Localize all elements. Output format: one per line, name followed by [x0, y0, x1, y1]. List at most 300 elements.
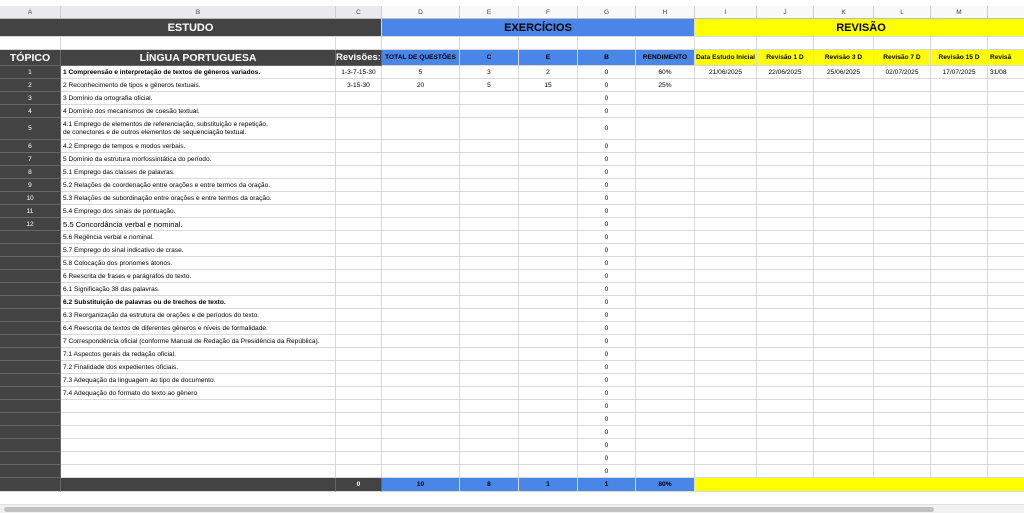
revisao-3d-cell[interactable] — [814, 231, 874, 244]
data-estudo-cell[interactable] — [695, 118, 757, 140]
revisao-7d-cell[interactable] — [874, 118, 931, 140]
revisao-7d-cell[interactable] — [874, 218, 931, 231]
b-cell[interactable]: 0 — [578, 205, 636, 218]
revisao-7d-cell[interactable] — [874, 387, 931, 400]
data-estudo-cell[interactable] — [695, 270, 757, 283]
revisoes-cell[interactable] — [336, 192, 382, 205]
revisoes-cell[interactable] — [336, 166, 382, 179]
revisao-3d-cell[interactable] — [814, 192, 874, 205]
total-questoes-cell[interactable] — [382, 92, 460, 105]
total-questoes-cell[interactable] — [382, 118, 460, 140]
e-cell[interactable] — [519, 335, 578, 348]
revisoes-cell[interactable] — [336, 348, 382, 361]
revisoes-cell[interactable] — [336, 309, 382, 322]
revisao-30d-cell[interactable] — [988, 92, 1024, 105]
revisao-15d-cell[interactable]: 17/07/2025 — [931, 66, 988, 79]
revisao-15d-cell[interactable] — [931, 118, 988, 140]
c-cell[interactable]: 5 — [460, 79, 519, 92]
rendimento-cell[interactable] — [636, 92, 695, 105]
total-questoes-cell[interactable] — [382, 296, 460, 309]
revisao-1d-cell[interactable] — [757, 179, 814, 192]
band-exercicios[interactable]: EXERCÍCIOS — [382, 19, 695, 37]
e-cell[interactable] — [519, 413, 578, 426]
header-revisao-3d[interactable]: Revisão 3 D — [814, 50, 874, 66]
c-cell[interactable] — [460, 452, 519, 465]
column-header-f[interactable]: F — [519, 6, 578, 19]
total-questoes-cell[interactable] — [382, 413, 460, 426]
revisoes-cell[interactable] — [336, 374, 382, 387]
revisoes-cell[interactable] — [336, 231, 382, 244]
revisao-3d-cell[interactable] — [814, 465, 874, 478]
revisao-15d-cell[interactable] — [931, 439, 988, 452]
total-questoes-cell[interactable] — [382, 361, 460, 374]
revisao-1d-cell[interactable] — [757, 361, 814, 374]
revisao-30d-cell[interactable] — [988, 296, 1024, 309]
revisoes-cell[interactable] — [336, 105, 382, 118]
header-revisoes[interactable]: Revisões: — [336, 50, 382, 66]
revisao-30d-cell[interactable] — [988, 348, 1024, 361]
revisao-7d-cell[interactable] — [874, 179, 931, 192]
rendimento-cell[interactable] — [636, 140, 695, 153]
topic-number-cell[interactable] — [0, 257, 61, 270]
revisao-1d-cell[interactable] — [757, 322, 814, 335]
revisoes-cell[interactable]: 1-3-7-15-30 — [336, 66, 382, 79]
topic-text-cell[interactable]: 5.5 Concordância verbal e nominal. — [61, 218, 336, 231]
topic-number-cell[interactable] — [0, 322, 61, 335]
rendimento-cell[interactable] — [636, 361, 695, 374]
revisao-1d-cell[interactable] — [757, 105, 814, 118]
revisoes-cell[interactable] — [336, 465, 382, 478]
revisao-15d-cell[interactable] — [931, 413, 988, 426]
c-cell[interactable] — [460, 335, 519, 348]
topic-text-cell[interactable]: 7.3 Adequação da linguagem ao tipo de documento. — [61, 374, 336, 387]
total-label-cell[interactable] — [61, 478, 336, 492]
e-cell[interactable] — [519, 257, 578, 270]
b-cell[interactable]: 0 — [578, 296, 636, 309]
column-header-m[interactable]: M — [931, 6, 988, 19]
total-questoes-cell[interactable] — [382, 452, 460, 465]
revisao-3d-cell[interactable] — [814, 335, 874, 348]
revisao-7d-cell[interactable] — [874, 465, 931, 478]
b-cell[interactable]: 0 — [578, 153, 636, 166]
column-header-k[interactable]: K — [814, 6, 874, 19]
column-header-l[interactable]: L — [874, 6, 931, 19]
revisao-15d-cell[interactable] — [931, 309, 988, 322]
revisoes-cell[interactable] — [336, 426, 382, 439]
revisao-3d-cell[interactable] — [814, 322, 874, 335]
revisao-15d-cell[interactable] — [931, 322, 988, 335]
rendimento-cell[interactable] — [636, 118, 695, 140]
revisao-30d-cell[interactable] — [988, 374, 1024, 387]
header-data-estudo-inicial[interactable]: Data Estudo Inicial — [695, 50, 757, 66]
revisao-7d-cell[interactable] — [874, 92, 931, 105]
rendimento-cell[interactable] — [636, 439, 695, 452]
rendimento-cell[interactable] — [636, 322, 695, 335]
header-revisao-1d[interactable]: Revisão 1 D — [757, 50, 814, 66]
e-cell[interactable] — [519, 465, 578, 478]
topic-number-cell[interactable] — [0, 283, 61, 296]
rendimento-cell[interactable] — [636, 387, 695, 400]
revisoes-cell[interactable] — [336, 322, 382, 335]
topic-text-cell[interactable] — [61, 118, 336, 140]
data-estudo-cell[interactable] — [695, 426, 757, 439]
revisao-30d-cell[interactable] — [988, 413, 1024, 426]
revisao-7d-cell[interactable] — [874, 439, 931, 452]
topic-text-cell[interactable]: 6.1 Significação 38 das palavras. — [61, 283, 336, 296]
revisao-30d-cell[interactable]: 31/08 — [988, 66, 1024, 79]
total-questoes-cell[interactable] — [382, 283, 460, 296]
rendimento-cell[interactable] — [636, 348, 695, 361]
revisao-15d-cell[interactable] — [931, 374, 988, 387]
blank-cell[interactable] — [61, 37, 336, 50]
revisao-15d-cell[interactable] — [931, 296, 988, 309]
topic-text-cell[interactable]: 5.6 Regência verbal e nominal. — [61, 231, 336, 244]
revisao-3d-cell[interactable] — [814, 118, 874, 140]
revisoes-cell[interactable] — [336, 92, 382, 105]
revisao-3d-cell[interactable] — [814, 140, 874, 153]
topic-text-cell[interactable]: 6 Reescrita de frases e parágrafos do texto. — [61, 270, 336, 283]
revisao-1d-cell[interactable] — [757, 270, 814, 283]
column-header-j[interactable]: J — [757, 6, 814, 19]
revisao-7d-cell[interactable] — [874, 79, 931, 92]
total-questoes[interactable]: 10 — [382, 478, 460, 492]
b-cell[interactable]: 0 — [578, 439, 636, 452]
topic-number-cell[interactable]: 2 — [0, 79, 61, 92]
revisao-7d-cell[interactable] — [874, 105, 931, 118]
data-estudo-cell[interactable] — [695, 361, 757, 374]
revisao-7d-cell[interactable]: 02/07/2025 — [874, 66, 931, 79]
rendimento-cell[interactable] — [636, 283, 695, 296]
revisao-30d-cell[interactable] — [988, 140, 1024, 153]
b-cell[interactable]: 0 — [578, 192, 636, 205]
revisao-15d-cell[interactable] — [931, 192, 988, 205]
topic-number-cell[interactable]: 1 — [0, 66, 61, 79]
topic-number-cell[interactable] — [0, 231, 61, 244]
revisoes-cell[interactable] — [336, 413, 382, 426]
blank-cell[interactable] — [988, 37, 1024, 50]
topic-text-cell[interactable]: 5.2 Relações de coordenação entre orações e entre termos da oração. — [61, 179, 336, 192]
revisao-15d-cell[interactable] — [931, 179, 988, 192]
data-estudo-cell[interactable] — [695, 452, 757, 465]
revisao-15d-cell[interactable] — [931, 400, 988, 413]
c-cell[interactable] — [460, 140, 519, 153]
revisoes-cell[interactable] — [336, 452, 382, 465]
total-questoes-cell[interactable] — [382, 465, 460, 478]
revisao-30d-cell[interactable] — [988, 153, 1024, 166]
topic-number-cell[interactable] — [0, 439, 61, 452]
b-cell[interactable]: 0 — [578, 387, 636, 400]
c-cell[interactable] — [460, 465, 519, 478]
topic-text-cell[interactable]: 5 Domínio da estrutura morfossintática do período. — [61, 153, 336, 166]
data-estudo-cell[interactable] — [695, 283, 757, 296]
b-cell[interactable]: 0 — [578, 92, 636, 105]
rendimento-cell[interactable] — [636, 413, 695, 426]
rendimento-cell[interactable] — [636, 296, 695, 309]
e-cell[interactable] — [519, 153, 578, 166]
topic-number-cell[interactable] — [0, 244, 61, 257]
c-cell[interactable] — [460, 400, 519, 413]
revisoes-cell[interactable]: 3-15-30 — [336, 79, 382, 92]
b-cell[interactable]: 0 — [578, 283, 636, 296]
c-cell[interactable] — [460, 374, 519, 387]
topic-number-cell[interactable]: 3 — [0, 92, 61, 105]
revisao-1d-cell[interactable] — [757, 283, 814, 296]
revisao-30d-cell[interactable] — [988, 218, 1024, 231]
total-c[interactable]: 8 — [460, 478, 519, 492]
total-questoes-cell[interactable] — [382, 105, 460, 118]
revisoes-cell[interactable] — [336, 439, 382, 452]
e-cell[interactable] — [519, 283, 578, 296]
revisao-1d-cell[interactable]: 22/06/2025 — [757, 66, 814, 79]
revisao-15d-cell[interactable] — [931, 283, 988, 296]
revisao-7d-cell[interactable] — [874, 335, 931, 348]
header-e[interactable]: E — [519, 50, 578, 66]
revisao-1d-cell[interactable] — [757, 374, 814, 387]
revisao-30d-cell[interactable] — [988, 387, 1024, 400]
revisao-15d-cell[interactable] — [931, 92, 988, 105]
topic-number-cell[interactable] — [0, 348, 61, 361]
revisao-15d-cell[interactable] — [931, 79, 988, 92]
revisao-1d-cell[interactable] — [757, 387, 814, 400]
column-header-b[interactable]: B — [61, 6, 336, 19]
revisao-1d-cell[interactable] — [757, 79, 814, 92]
data-estudo-cell[interactable] — [695, 387, 757, 400]
e-cell[interactable] — [519, 439, 578, 452]
revisoes-cell[interactable] — [336, 140, 382, 153]
column-header-g[interactable]: G — [578, 6, 636, 19]
c-cell[interactable] — [460, 413, 519, 426]
b-cell[interactable]: 0 — [578, 218, 636, 231]
revisao-7d-cell[interactable] — [874, 400, 931, 413]
revisao-30d-cell[interactable] — [988, 322, 1024, 335]
header-lingua-portuguesa[interactable]: LÍNGUA PORTUGUESA — [61, 50, 336, 66]
revisoes-cell[interactable] — [336, 387, 382, 400]
column-header-i[interactable]: I — [695, 6, 757, 19]
e-cell[interactable] — [519, 426, 578, 439]
revisao-15d-cell[interactable] — [931, 140, 988, 153]
e-cell[interactable] — [519, 166, 578, 179]
revisoes-cell[interactable] — [336, 153, 382, 166]
c-cell[interactable] — [460, 322, 519, 335]
topic-number-cell[interactable]: 11 — [0, 205, 61, 218]
revisao-30d-cell[interactable] — [988, 205, 1024, 218]
data-estudo-cell[interactable] — [695, 140, 757, 153]
e-cell[interactable] — [519, 322, 578, 335]
revisao-1d-cell[interactable] — [757, 452, 814, 465]
revisao-3d-cell[interactable] — [814, 348, 874, 361]
revisao-1d-cell[interactable] — [757, 118, 814, 140]
c-cell[interactable] — [460, 118, 519, 140]
b-cell[interactable]: 0 — [578, 79, 636, 92]
e-cell[interactable] — [519, 244, 578, 257]
revisao-7d-cell[interactable] — [874, 192, 931, 205]
total-b[interactable]: 1 — [578, 478, 636, 492]
revisao-15d-cell[interactable] — [931, 426, 988, 439]
header-c[interactable]: C — [460, 50, 519, 66]
rendimento-cell[interactable] — [636, 153, 695, 166]
total-questoes-cell[interactable] — [382, 244, 460, 257]
revisao-1d-cell[interactable] — [757, 205, 814, 218]
revisao-15d-cell[interactable] — [931, 270, 988, 283]
data-estudo-cell[interactable]: 21/06/2025 — [695, 66, 757, 79]
revisao-7d-cell[interactable] — [874, 205, 931, 218]
revisao-3d-cell[interactable] — [814, 387, 874, 400]
revisao-7d-cell[interactable] — [874, 257, 931, 270]
c-cell[interactable] — [460, 192, 519, 205]
rendimento-cell[interactable] — [636, 218, 695, 231]
topic-text-cell[interactable] — [61, 400, 336, 413]
rendimento-cell[interactable] — [636, 192, 695, 205]
total-questoes-cell[interactable] — [382, 179, 460, 192]
revisao-1d-cell[interactable] — [757, 439, 814, 452]
revisao-3d-cell[interactable] — [814, 309, 874, 322]
total-questoes-cell[interactable] — [382, 400, 460, 413]
e-cell[interactable] — [519, 270, 578, 283]
revisao-7d-cell[interactable] — [874, 296, 931, 309]
revisao-3d-cell[interactable]: 25/06/2025 — [814, 66, 874, 79]
total-questoes-cell[interactable] — [382, 231, 460, 244]
b-cell[interactable]: 0 — [578, 322, 636, 335]
topic-text-cell[interactable] — [61, 426, 336, 439]
revisao-3d-cell[interactable] — [814, 153, 874, 166]
revisao-15d-cell[interactable] — [931, 166, 988, 179]
c-cell[interactable] — [460, 179, 519, 192]
revisao-3d-cell[interactable] — [814, 452, 874, 465]
revisao-3d-cell[interactable] — [814, 205, 874, 218]
header-topico[interactable]: TÓPICO — [0, 50, 61, 66]
revisao-15d-cell[interactable] — [931, 231, 988, 244]
topic-number-cell[interactable]: 9 — [0, 179, 61, 192]
revisao-3d-cell[interactable] — [814, 426, 874, 439]
data-estudo-cell[interactable] — [695, 92, 757, 105]
revisao-1d-cell[interactable] — [757, 153, 814, 166]
revisoes-cell[interactable] — [336, 118, 382, 140]
header-rendimento[interactable]: RENDIMENTO — [636, 50, 695, 66]
c-cell[interactable] — [460, 218, 519, 231]
total-revisoes[interactable]: 0 — [336, 478, 382, 492]
topic-text-cell[interactable]: 5.4 Emprego dos sinais de pontuação. — [61, 205, 336, 218]
revisao-30d-cell[interactable] — [988, 426, 1024, 439]
revisao-7d-cell[interactable] — [874, 452, 931, 465]
data-estudo-cell[interactable] — [695, 244, 757, 257]
revisao-7d-cell[interactable] — [874, 244, 931, 257]
header-total-questoes[interactable]: TOTAL DE QUESTÕES — [382, 50, 460, 66]
blank-cell[interactable] — [578, 37, 636, 50]
data-estudo-cell[interactable] — [695, 192, 757, 205]
revisao-30d-cell[interactable] — [988, 179, 1024, 192]
column-header-c[interactable]: C — [336, 6, 382, 19]
topic-number-cell[interactable]: 5 — [0, 118, 61, 140]
revisao-1d-cell[interactable] — [757, 244, 814, 257]
total-questoes-cell[interactable] — [382, 374, 460, 387]
revisao-3d-cell[interactable] — [814, 296, 874, 309]
blank-cell[interactable] — [519, 37, 578, 50]
e-cell[interactable]: 2 — [519, 66, 578, 79]
topic-number-cell[interactable] — [0, 361, 61, 374]
revisao-1d-cell[interactable] — [757, 140, 814, 153]
blank-cell[interactable] — [695, 37, 757, 50]
revisao-3d-cell[interactable] — [814, 166, 874, 179]
e-cell[interactable] — [519, 179, 578, 192]
total-questoes-cell[interactable] — [382, 270, 460, 283]
revisao-7d-cell[interactable] — [874, 270, 931, 283]
revisao-30d-cell[interactable] — [988, 231, 1024, 244]
b-cell[interactable]: 0 — [578, 257, 636, 270]
total-questoes-cell[interactable] — [382, 166, 460, 179]
blank-cell[interactable] — [814, 37, 874, 50]
topic-number-cell[interactable] — [0, 413, 61, 426]
rendimento-cell[interactable] — [636, 244, 695, 257]
b-cell[interactable]: 0 — [578, 66, 636, 79]
b-cell[interactable]: 0 — [578, 348, 636, 361]
header-revisao-7d[interactable]: Revisão 7 D — [874, 50, 931, 66]
topic-text-cell[interactable]: 5.3 Relações de subordinação entre orações e entre termos da oração. — [61, 192, 336, 205]
c-cell[interactable] — [460, 166, 519, 179]
revisao-3d-cell[interactable] — [814, 257, 874, 270]
e-cell[interactable] — [519, 296, 578, 309]
rendimento-cell[interactable] — [636, 452, 695, 465]
topic-text-cell[interactable] — [61, 452, 336, 465]
e-cell[interactable] — [519, 105, 578, 118]
revisao-15d-cell[interactable] — [931, 387, 988, 400]
revisao-1d-cell[interactable] — [757, 465, 814, 478]
c-cell[interactable] — [460, 244, 519, 257]
data-estudo-cell[interactable] — [695, 465, 757, 478]
topic-text-cell[interactable]: 6.2 Substituição de palavras ou de trechos de texto. — [61, 296, 336, 309]
total-revisao-band[interactable] — [695, 478, 1024, 492]
blank-cell[interactable] — [757, 37, 814, 50]
data-estudo-cell[interactable] — [695, 257, 757, 270]
rendimento-cell[interactable] — [636, 309, 695, 322]
topic-text-cell[interactable]: 5.8 Colocação dos pronomes átonos. — [61, 257, 336, 270]
e-cell[interactable] — [519, 192, 578, 205]
revisao-30d-cell[interactable] — [988, 361, 1024, 374]
revisao-3d-cell[interactable] — [814, 244, 874, 257]
rendimento-cell[interactable] — [636, 335, 695, 348]
revisao-15d-cell[interactable] — [931, 465, 988, 478]
revisao-15d-cell[interactable] — [931, 105, 988, 118]
revisoes-cell[interactable] — [336, 218, 382, 231]
topic-number-cell[interactable] — [0, 426, 61, 439]
revisao-7d-cell[interactable] — [874, 322, 931, 335]
topic-number-cell[interactable] — [0, 374, 61, 387]
topic-text-cell[interactable]: 7.2 Finalidade dos expedientes oficiais. — [61, 361, 336, 374]
total-e[interactable]: 1 — [519, 478, 578, 492]
e-cell[interactable] — [519, 348, 578, 361]
c-cell[interactable] — [460, 92, 519, 105]
e-cell[interactable] — [519, 140, 578, 153]
revisao-1d-cell[interactable] — [757, 231, 814, 244]
topic-text-cell[interactable]: 6.4 Reescrita de textos de diferentes gêneros e níveis de formalidade. — [61, 322, 336, 335]
revisao-3d-cell[interactable] — [814, 92, 874, 105]
revisao-30d-cell[interactable] — [988, 192, 1024, 205]
data-estudo-cell[interactable] — [695, 296, 757, 309]
total-questoes-cell[interactable] — [382, 387, 460, 400]
rendimento-cell[interactable] — [636, 105, 695, 118]
e-cell[interactable] — [519, 309, 578, 322]
total-topic-cell[interactable] — [0, 478, 61, 492]
topic-text-cell[interactable]: 7.4 Adequação do formato do texto ao gênero — [61, 387, 336, 400]
data-estudo-cell[interactable] — [695, 335, 757, 348]
revisao-15d-cell[interactable] — [931, 452, 988, 465]
revisao-30d-cell[interactable] — [988, 105, 1024, 118]
column-header-a[interactable]: A — [0, 6, 61, 19]
c-cell[interactable] — [460, 361, 519, 374]
b-cell[interactable]: 0 — [578, 309, 636, 322]
revisao-3d-cell[interactable] — [814, 218, 874, 231]
b-cell[interactable]: 0 — [578, 452, 636, 465]
blank-cell[interactable] — [874, 37, 931, 50]
